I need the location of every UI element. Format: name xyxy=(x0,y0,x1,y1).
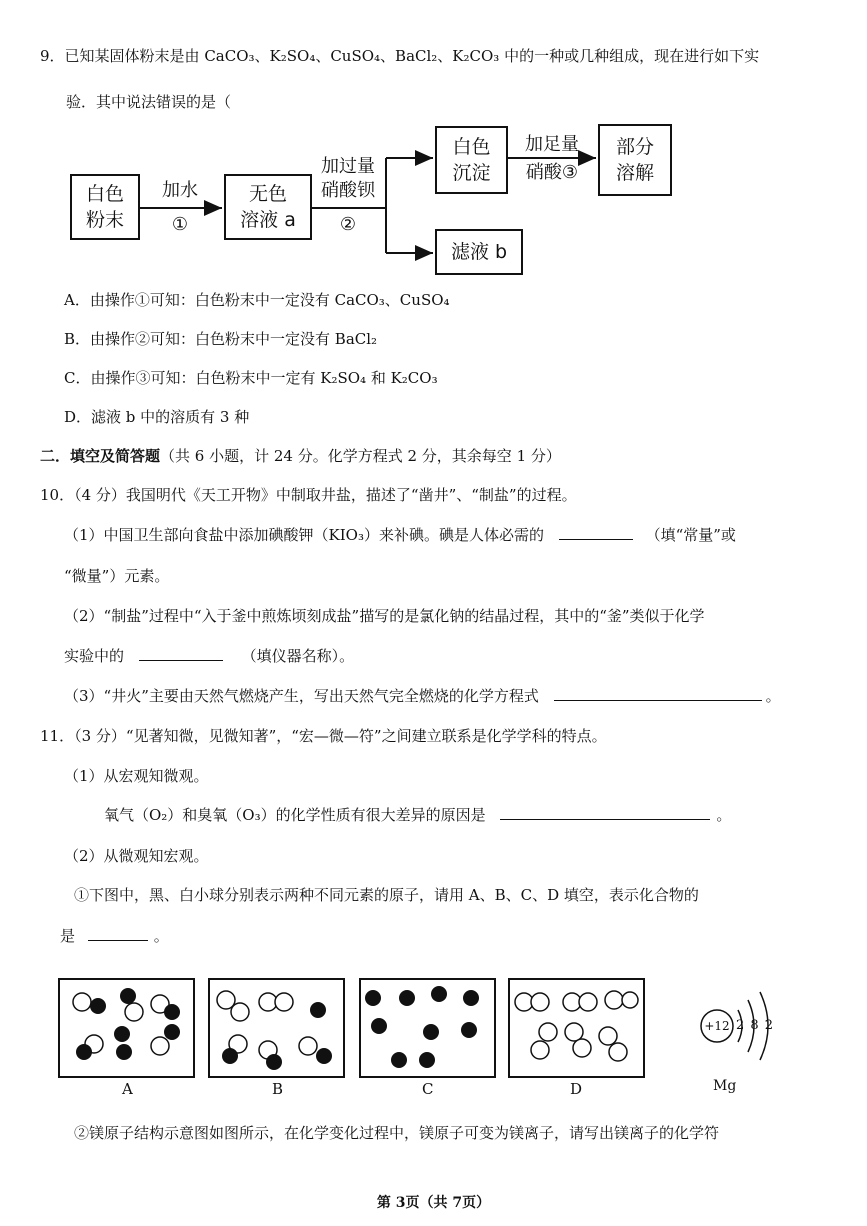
box-filtrate-b xyxy=(435,229,523,275)
q11-part1: （1）从宏观知微观。 xyxy=(64,767,209,785)
q11-part2: （2）从微观知宏观。 xyxy=(64,847,209,865)
particle-box-a xyxy=(58,978,195,1078)
mg-label: Mg xyxy=(713,1078,737,1094)
q10-part2-line2 xyxy=(64,646,354,666)
q11-part2-2: ②镁原子结构示意图如图所示，在化学变化过程中，镁原子可变为镁离子，请写出镁离子的化学符 xyxy=(74,1124,720,1142)
q9-option-b: B．由操作②可知：白色粉末中一定没有 BaCl₂ xyxy=(64,330,378,348)
arrow3-bottom-label: 硝酸③ xyxy=(525,162,579,183)
box-white-precipitate-line2: 沉淀 xyxy=(452,162,491,184)
section2-heading-line xyxy=(40,446,561,466)
particle-box-c-drawing xyxy=(361,980,494,1076)
box-filtrate-b-text: 滤液 b xyxy=(450,241,508,263)
q10-part2-text: 实验中的 xyxy=(64,647,125,665)
box-white-powder-line1: 白色 xyxy=(85,183,124,205)
q10-part2-answer-blank[interactable] xyxy=(139,646,223,661)
particle-label-d: D xyxy=(570,1080,583,1098)
box-colorless-solution xyxy=(224,174,312,240)
arrow2-top-label-2: 硝酸钡 xyxy=(321,180,375,201)
box-partial-dissolve xyxy=(598,124,672,196)
particle-label-a: A xyxy=(122,1080,133,1098)
q9-option-a: A．由操作①可知：白色粉末中一定没有 CaCO₃、CuSO₄ xyxy=(64,291,450,309)
box-partial-dissolve-line1: 部分 xyxy=(615,136,654,158)
box-colorless-solution-line2: 溶液 a xyxy=(240,209,296,231)
particle-box-b-drawing xyxy=(210,980,343,1076)
q11-stem: 11．（3 分）“见著知微，见微知著”，“宏—微—符”之间建立联系是化学学科的特点。 xyxy=(40,727,607,745)
q10-part3-end: 。 xyxy=(765,687,781,705)
q10-stem: 10．（4 分）我国明代《天工开物》中制取井盐，描述了“凿井”、“制盐”的过程。 xyxy=(40,486,577,504)
q10-part3-line xyxy=(64,686,781,706)
q11-part1-question xyxy=(104,805,731,825)
q11-part2-1-line1: ①下图中，黑、白小球分别表示两种不同元素的原子，请用 A、B、C、D 填空，表示化合物的 xyxy=(74,886,699,904)
mg-nucleus-charge: +12 xyxy=(704,1019,730,1033)
box-white-powder xyxy=(70,174,140,240)
q10-part2-line1: （2）“制盐”过程中“入于釜中煎炼顷刻成盐”描写的是氯化钠的结晶过程，其中的“釜”类似于化学 xyxy=(64,607,705,625)
box-white-powder-line2: 粉末 xyxy=(85,209,124,231)
q11-part2-1-end: 。 xyxy=(153,927,169,945)
box-partial-dissolve-line2: 溶解 xyxy=(615,162,654,184)
section2-heading: 二．填空及简答题 xyxy=(40,447,161,465)
q11-part1-question-text: 氧气（O₂）和臭氧（O₃）的化学性质有很大差异的原因是 xyxy=(104,806,486,824)
q10-part1-line2: “微量”）元素。 xyxy=(64,567,170,585)
q10-part3-answer-blank[interactable] xyxy=(554,686,762,701)
q11-part2-1-line2 xyxy=(60,926,169,946)
q10-part1-answer-blank[interactable] xyxy=(559,525,633,540)
arrow1-top-label: 加水 xyxy=(162,180,198,201)
q9-option-d: D．滤液 b 中的溶质有 3 种 xyxy=(64,408,250,426)
q10-part1-hint: （填“常量”或 xyxy=(645,526,736,544)
particle-box-d-drawing xyxy=(510,980,643,1076)
box-white-precipitate-line1: 白色 xyxy=(452,136,491,158)
q10-part1-line1 xyxy=(64,525,736,545)
mg-atom-diagram xyxy=(690,990,790,1070)
arrow1-bottom-label: ① xyxy=(171,214,189,235)
flow-arrows xyxy=(0,0,867,300)
q10-part3-text: （3）“井火”主要由天然气燃烧产生，写出天然气完全燃烧的化学方程式 xyxy=(64,687,539,705)
page-footer: 第 3页（共 7页） xyxy=(376,1195,491,1211)
particle-box-b xyxy=(208,978,345,1078)
q10-part1-text: （1）中国卫生部向食盐中添加碘酸钾（KIO₃）来补碘。碘是人体必需的 xyxy=(64,526,544,544)
box-white-precipitate xyxy=(435,126,508,194)
q11-part2-1-answer-blank[interactable] xyxy=(88,926,148,941)
q11-part2-1-text: 是 xyxy=(60,927,76,945)
particle-box-a-drawing xyxy=(60,980,193,1076)
arrow3-top-label: 加足量 xyxy=(525,134,579,155)
q10-part2-hint: （填仪器名称）。 xyxy=(241,647,355,665)
particle-label-b: B xyxy=(272,1080,284,1098)
box-colorless-solution-line1: 无色 xyxy=(248,183,287,205)
arrow2-top-label-1: 加过量 xyxy=(321,156,375,177)
arrow2-bottom-label: ② xyxy=(339,214,357,235)
q9-option-c: C．由操作③可知：白色粉末中一定有 K₂SO₄ 和 K₂CO₃ xyxy=(64,369,438,387)
particle-label-c: C xyxy=(422,1080,434,1098)
mg-electron-shells: 2 8 2 xyxy=(736,1018,775,1033)
particle-box-c xyxy=(359,978,496,1078)
q9-stem-line2: 验．其中说法错误的是（ xyxy=(66,93,232,111)
q11-part1-answer-blank[interactable] xyxy=(500,805,710,820)
particle-box-d xyxy=(508,978,645,1078)
section2-desc: （共 6 小题，计 24 分。化学方程式 2 分，其余每空 1 分） xyxy=(160,447,561,465)
q9-stem-line1: 9．已知某固体粉末是由 CaCO₃、K₂SO₄、CuSO₄、BaCl₂、K₂CO₃ 中的一种或几种组成，现在进行如下实 xyxy=(40,47,760,65)
q11-part1-end: 。 xyxy=(716,806,732,824)
